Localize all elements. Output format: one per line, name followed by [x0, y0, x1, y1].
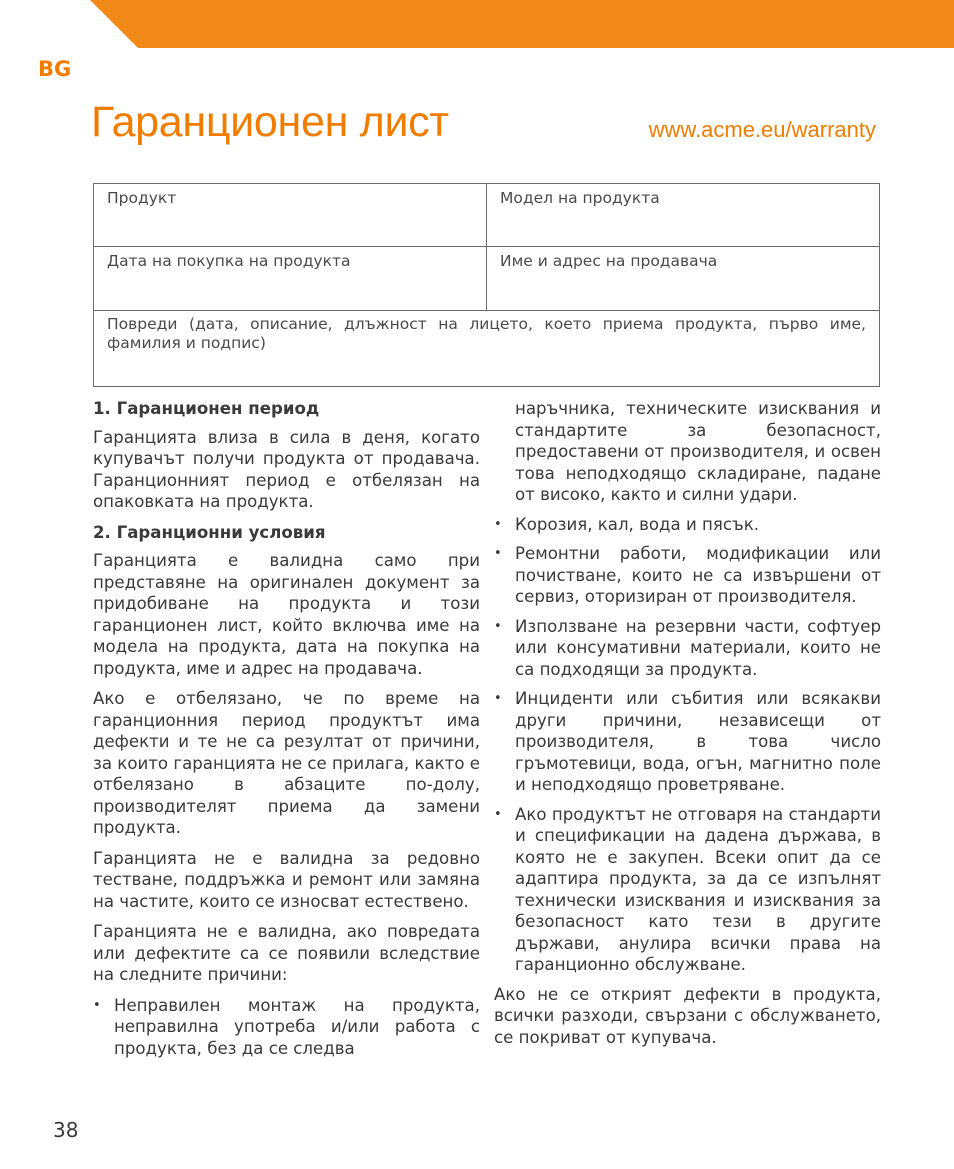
- language-code: BG: [38, 57, 72, 81]
- seller-field[interactable]: [487, 247, 879, 311]
- product-field[interactable]: [94, 184, 487, 247]
- list-item: • Използване на резервни части, софтуер или консумативни материали, които не са подходящи за продукта.: [494, 616, 881, 681]
- left-column: [93, 398, 480, 1067]
- section1-paragraph: Гаранцията влиза в сила в деня, когато купувачът получи продукта от продавача. Гаранционният период е отбелязан на опаковката на продукта.: [93, 427, 480, 511]
- warranty-form-table: [93, 183, 880, 387]
- seller-label: Име и адрес на продавача: [500, 252, 718, 270]
- section2-paragraph-3: Гаранцията не е валидна за редовно тестване, поддръжка и ремонт или замяна на частите, които се износват естествено.: [93, 848, 480, 911]
- exclusion-list: [93, 995, 480, 1060]
- section2-heading: 2. Гаранционни условия: [93, 522, 326, 542]
- product-label: Продукт: [107, 189, 177, 207]
- list-item: • Ако продуктът не отговаря на стандарти и спецификации на дадена държава, в която не е закупен. Всеки опит да се адаптира продукта, за да се изпълнят технически изисквания и изисквания за безопасност като тези в другите държави, анулира всички права на гаранционно обслужване.: [494, 804, 881, 976]
- section2-paragraph-4: Гаранцията не е валидна, ако повредата или дефектите са се появили вследствие на следните причини:: [93, 922, 480, 984]
- exclusion-list-continued: [494, 398, 881, 976]
- model-field[interactable]: [487, 184, 879, 247]
- damages-label: Повреди (дата, описание, длъжност на лицето, което приема продукта, първо име, фамилия и подпис): [107, 315, 866, 353]
- list-item: • Неправилен монтаж на продукта, неправилна употреба и/или работа с продукта, без да се следва: [93, 995, 480, 1060]
- closing-paragraph: Ако не се открият дефекти в продукта, всички разходи, свързани с обслужването, се покриват от купувача.: [494, 984, 881, 1047]
- damages-field[interactable]: [94, 311, 879, 386]
- top-accent-bar: [0, 0, 954, 48]
- list-item: • Инциденти или събития или всякакви други причини, независещи от производителя, в това число гръмотевици, вода, огън, магнитно поле и неподходящо проветряване.: [494, 688, 881, 796]
- list-item: • Ремонтни работи, модификации или почистване, които не са извършени от сервиз, оторизиран от производителя.: [494, 543, 881, 608]
- list-item: • Корозия, кал, вода и пясък.: [494, 514, 881, 536]
- purchase-date-label: Дата на покупка на продукта: [107, 252, 351, 270]
- list-item: наръчника, техническите изисквания и стандартите за безопасност, предоставени от производителя, и освен това неподходящо складиране, падане от високо, както и силни удари.: [515, 399, 881, 504]
- section2-paragraph-1: Гаранцията е валидна само при представяне на оригинален документ за придобиване на продукта и този гаранционен лист, който включва име на модела на продукта, дата на покупка на продукта, име и адрес на продавача.: [93, 551, 480, 678]
- right-column: [494, 398, 881, 1057]
- section1-heading: 1. Гаранционен период: [93, 399, 320, 418]
- page-title: Гаранционен лист: [91, 98, 449, 146]
- purchase-date-field[interactable]: [94, 247, 487, 311]
- warranty-url-link[interactable]: www.acme.eu/warranty: [648, 117, 876, 142]
- section2-paragraph-2: Ако е отбелязано, че по време на гаранционния период продуктът има дефекти и те не са резултат от причини, за които гаранцията не се прилага, както е отбелязано в абзаците по-долу, производителят приема да замени продукта.: [93, 689, 480, 837]
- page-number: 38: [53, 1118, 79, 1142]
- model-label: Модел на продукта: [500, 189, 660, 207]
